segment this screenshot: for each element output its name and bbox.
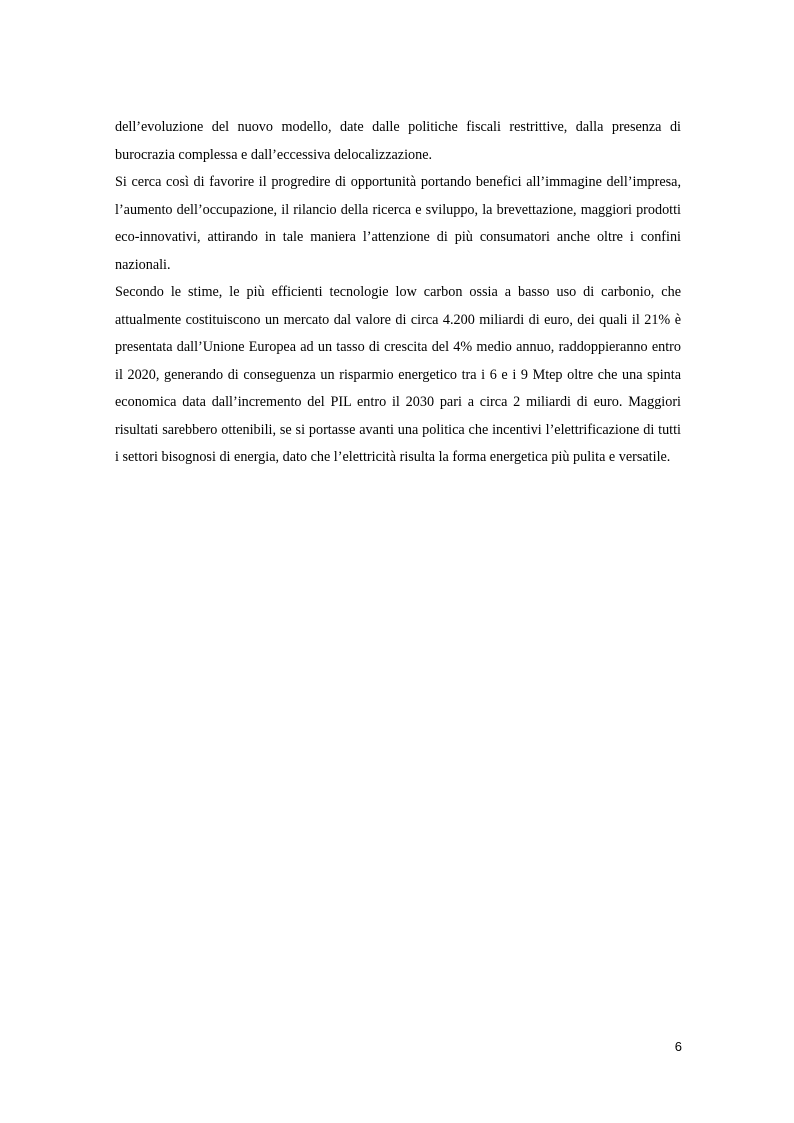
paragraph-continuation: dell’evoluzione del nuovo modello, date dalle politiche fiscali restrittive, dalla presenza di burocrazia complessa e dall’eccessiva delocalizzazione.: [115, 119, 681, 163]
paragraph-opportunities: Si cerca così di favorire il progredire di opportunità portando benefici all’immagine dell’impresa, l’aumento dell’occupazione, il rilancio della ricerca e sviluppo, la brevettazione, maggiori prodotti eco-innovativi, attirando in tale maniera l’attenzione di più consumatori anche oltre i confini nazionali.: [115, 174, 681, 273]
page-number: 6: [674, 1039, 682, 1054]
paragraph-low-carbon-estimates: Secondo le stime, le più efficienti tecnologie low carbon ossia a basso uso di carbonio, che attualmente costituiscono un mercato dal valore di circa 4.200 miliardi di euro, dei quali il 21% è presentata dall’Unione Europea ad un tasso di crescita del 4% medio annuo, raddoppieranno entro il 2020, generando di conseguenza un risparmio energetico tra i 6 e i 9 Mtep oltre che una spinta economica data dall’incremento del PIL entro il 2030 pari a circa 2 miliardi di euro. Maggiori risultati sarebbero ottenibili, se si portasse avanti una politica che incentivi l’elettrificazione di tutti i settori bisognosi di energia, dato che l’elettricità risulta la forma energetica più pulita e versatile.: [115, 284, 681, 465]
body-text: [115, 114, 681, 472]
